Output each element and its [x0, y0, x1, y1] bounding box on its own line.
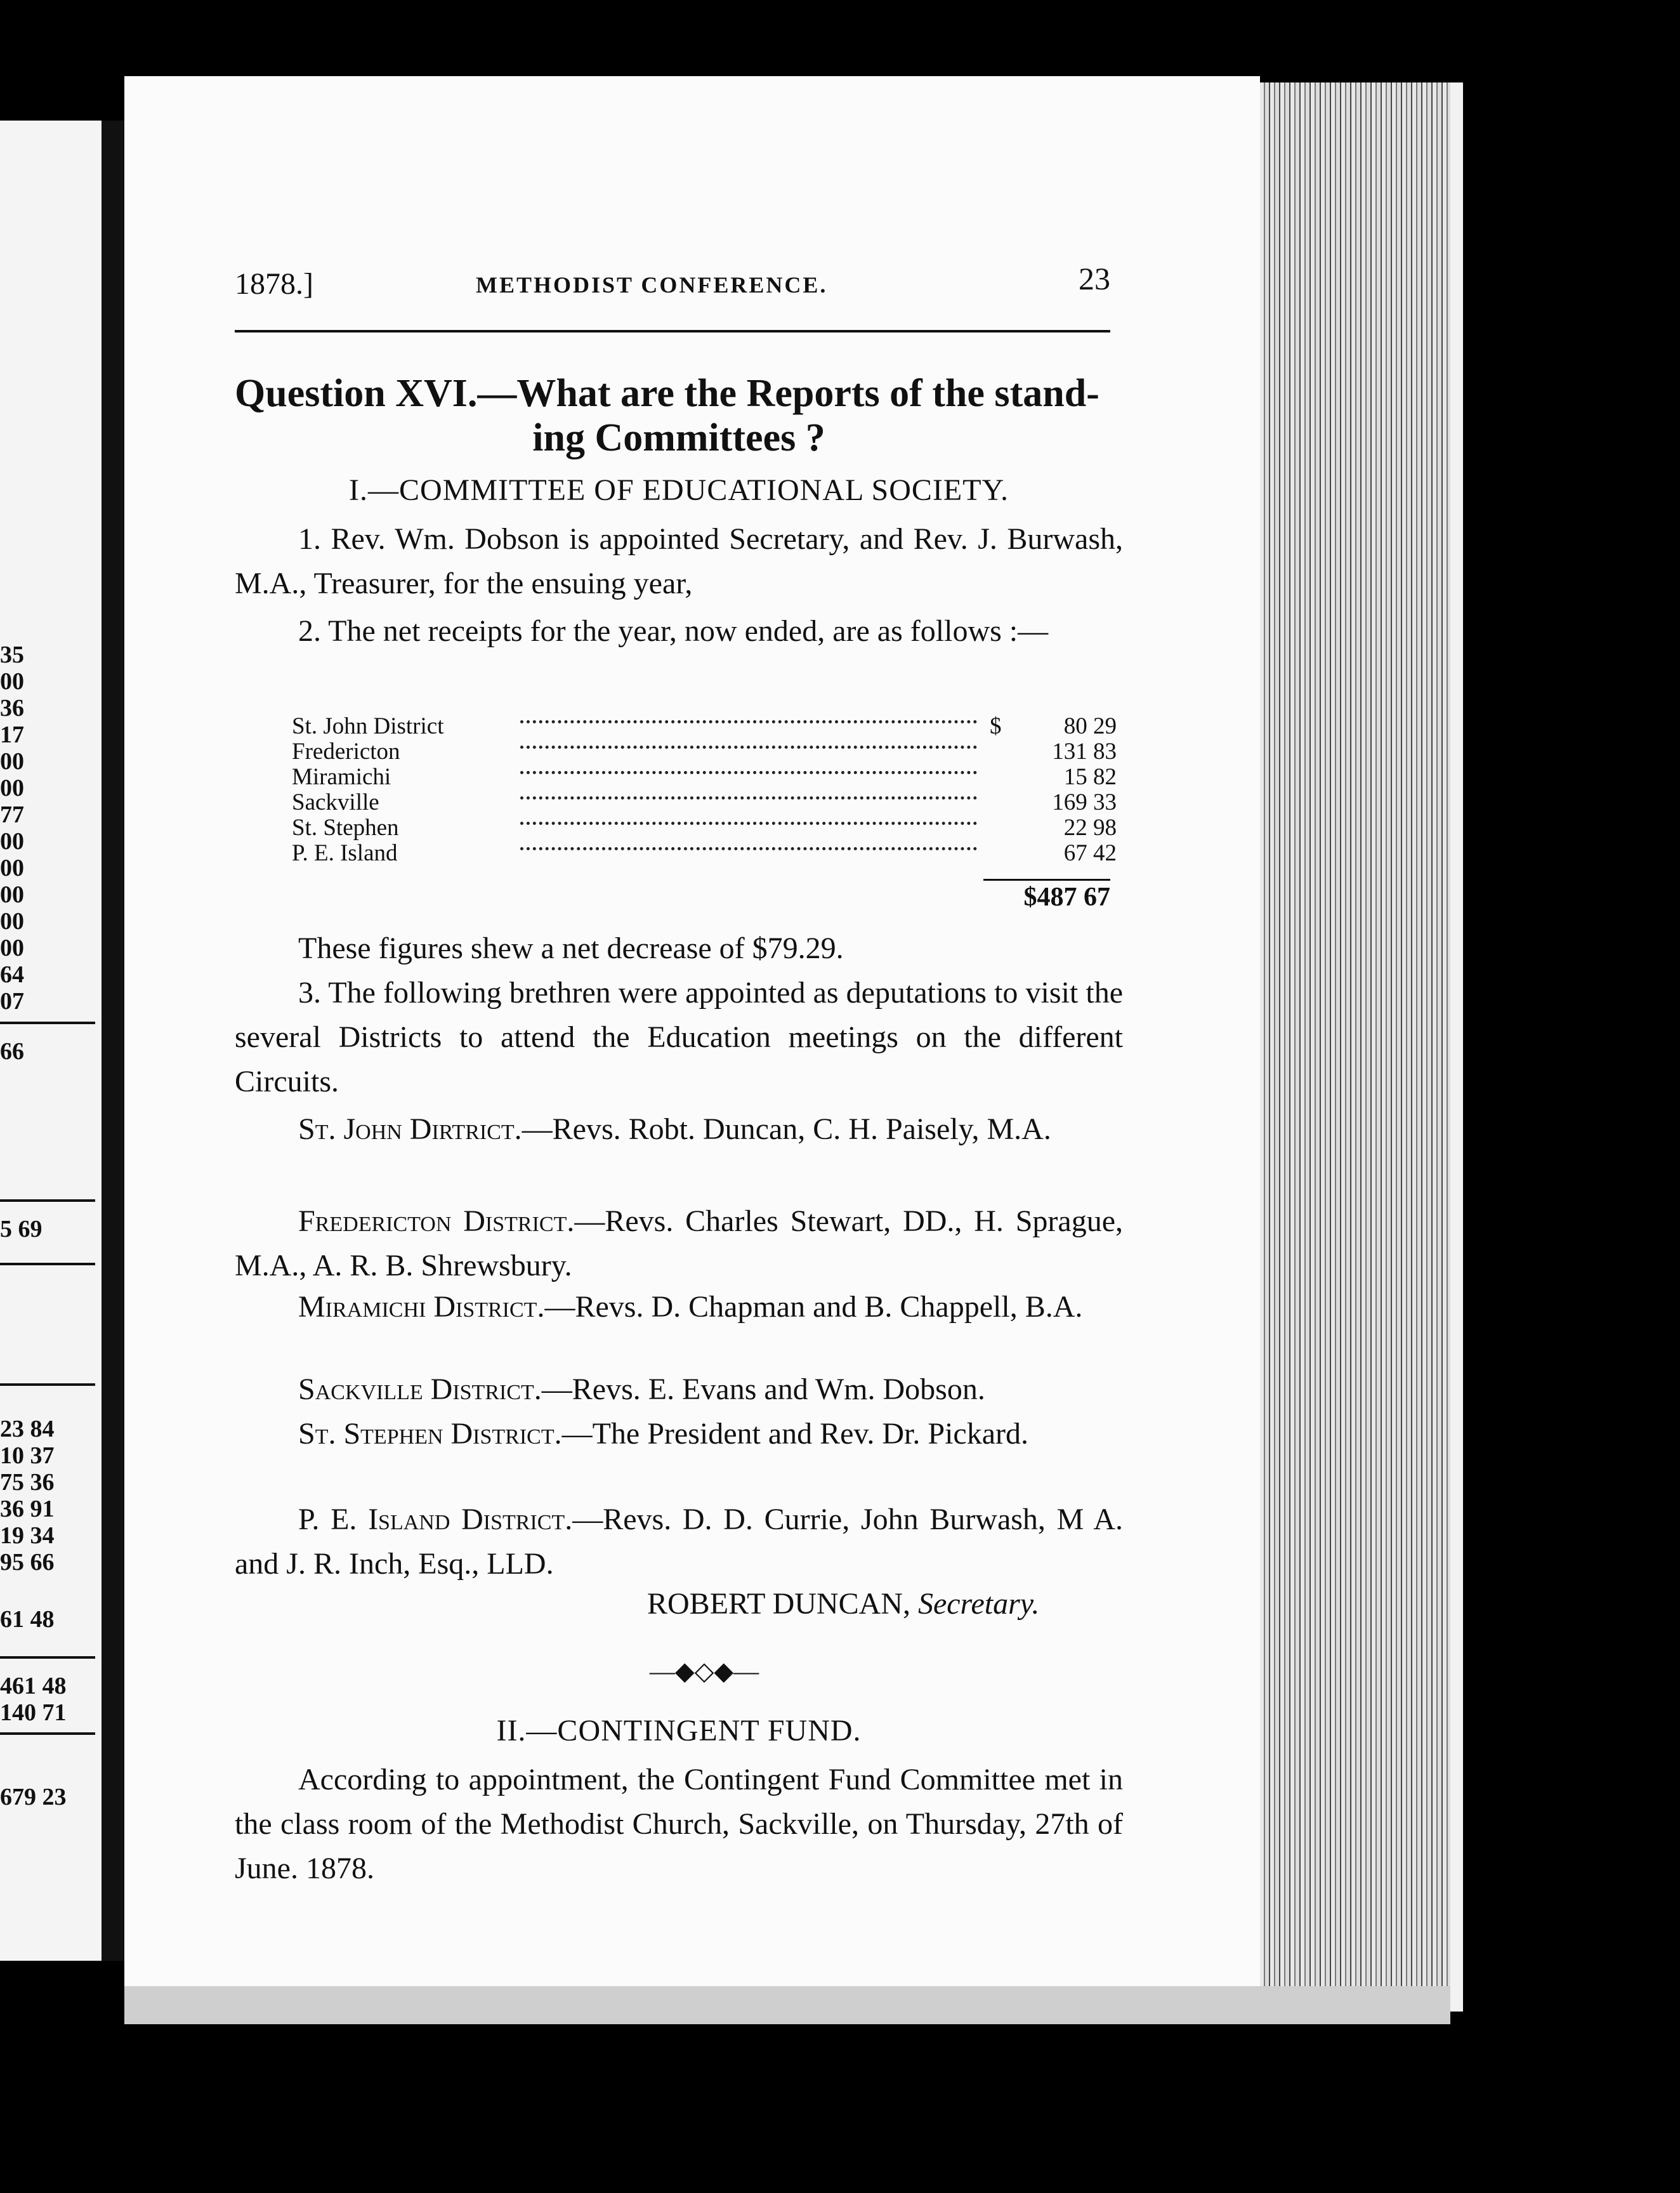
divider	[0, 1383, 95, 1386]
divider	[0, 1732, 95, 1735]
district-label: Miramichi District.	[298, 1290, 545, 1324]
currency-sign: $	[990, 713, 1002, 739]
district-name: Fredericton	[292, 739, 400, 765]
fragment: 679 23	[0, 1784, 67, 1810]
fragment: 10 37	[0, 1442, 55, 1469]
fragment: 00	[0, 881, 24, 908]
signature	[647, 1586, 1039, 1621]
fragment: 00	[0, 935, 24, 961]
deputation-text: —Revs. E. Evans and Wm. Dobson.	[541, 1373, 985, 1406]
fragment: 64	[0, 961, 24, 988]
divider	[0, 1022, 95, 1024]
section-1-heading: I.—COMMITTEE OF EDUCATIONAL SOCIETY.	[349, 473, 1009, 507]
header-rule	[235, 330, 1110, 333]
section-2-heading: II.—CONTINGENT FUND.	[496, 1714, 862, 1748]
amount: 22 98	[1063, 815, 1117, 841]
item-2: 2. The net receipts for the year, now ended, are as follows :—	[298, 614, 1049, 648]
receipts-row	[292, 841, 1117, 866]
amount: 15 82	[1063, 764, 1117, 790]
fragment: 61 48	[0, 1606, 55, 1633]
dot-leader	[520, 746, 977, 749]
divider	[0, 1656, 95, 1659]
signature-title: Secretary.	[917, 1587, 1040, 1621]
receipts-row	[292, 790, 1117, 815]
fragment: 00	[0, 748, 24, 775]
total-rule	[983, 879, 1110, 881]
item-3: 3. The following brethren were appointed as deputations to visit the several Districts to attend the Education meetings on the different Circuits.	[235, 976, 1123, 1098]
fragment: 140 71	[0, 1699, 67, 1726]
dot-leader	[520, 847, 977, 850]
fragment: 00	[0, 908, 24, 935]
district-label: Fredericton District.	[298, 1204, 575, 1238]
dot-leader	[520, 771, 977, 774]
district-label: Sackville District.	[298, 1373, 542, 1406]
amount: 80 29	[1063, 713, 1117, 739]
district-name: Sackville	[292, 789, 379, 815]
book-bottom-edge	[124, 1986, 1450, 2024]
deputation-pe-island	[235, 1498, 1123, 1586]
receipts-total: $487 67	[1023, 883, 1110, 912]
fragment: 66	[0, 1038, 24, 1065]
district-name: Miramichi	[292, 764, 391, 790]
fragment: 95 66	[0, 1549, 55, 1576]
deputation-sackville	[235, 1367, 1123, 1412]
receipts-row	[292, 765, 1117, 790]
deputation-text: —Revs. Robt. Duncan, C. H. Paisely, M.A.	[522, 1112, 1051, 1146]
deputation-text: —Revs. D. D. Currie, John Burwash, M A. and J. R. Inch, Esq., LLD.	[235, 1503, 1123, 1581]
page-edges	[1260, 82, 1463, 2012]
receipts-row	[292, 815, 1117, 841]
question-line-1: Question XVI.—What are the Reports of the stand-	[235, 372, 1099, 415]
facing-page	[0, 121, 102, 1961]
amount: 67 42	[1063, 840, 1117, 866]
amount: 169 33	[1052, 789, 1117, 815]
dot-leader	[520, 822, 977, 825]
fragment: 461 48	[0, 1673, 67, 1699]
fragment: 77	[0, 801, 24, 828]
running-head-year: 1878.]	[235, 267, 313, 301]
fragment: 07	[0, 988, 24, 1015]
fragment: 36 91	[0, 1496, 55, 1522]
deputation-text: —The President and Rev. Dr. Pickard.	[561, 1417, 1028, 1451]
deputation-text: —Revs. Charles Stewart, DD., H. Sprague, M.A., A. R. B. Shrewsbury.	[235, 1204, 1124, 1282]
running-head	[235, 254, 1110, 301]
signature-name: ROBERT DUNCAN,	[647, 1587, 910, 1621]
question-line-2: ing Committees ?	[532, 416, 825, 459]
fragment: 35	[0, 642, 24, 668]
receipts-row	[292, 739, 1117, 765]
page-number: 23	[1079, 261, 1110, 296]
deputation-st-stephen	[235, 1412, 1123, 1456]
district-label: St. Stephen District.	[298, 1417, 562, 1451]
fragment: 5 69	[0, 1216, 43, 1242]
district-label: P. E. Island District.	[298, 1503, 573, 1536]
amount: 131 83	[1052, 739, 1117, 765]
fragment: 00	[0, 855, 24, 881]
divider	[0, 1199, 95, 1202]
fragment: 75 36	[0, 1469, 55, 1496]
district-label: St. John Dirtrict.	[298, 1112, 522, 1146]
fragment: 19 34	[0, 1522, 55, 1549]
item-1: 1. Rev. Wm. Dobson is appointed Secretary, and Rev. J. Burwash, M.A., Treasurer, for the ensuing year,	[235, 522, 1123, 600]
running-head-title: METHODIST CONFERENCE.	[476, 272, 828, 298]
district-name: St. Stephen	[292, 815, 399, 841]
deputation-miramichi	[235, 1285, 1123, 1329]
deputation-text: —Revs. D. Chapman and B. Chappell, B.A.	[544, 1290, 1083, 1324]
district-name: P. E. Island	[292, 840, 398, 866]
fragment: 23 84	[0, 1416, 55, 1442]
fragment: 36	[0, 695, 24, 721]
dot-leader	[520, 720, 977, 723]
book-gutter	[102, 121, 124, 1961]
fragment: 00	[0, 775, 24, 801]
divider	[0, 1263, 95, 1265]
deputation-st-john	[235, 1107, 1123, 1152]
contingent-fund-paragraph: According to appointment, the Contingent Fund Committee met in the class room of the Methodist Church, Sackville, on Thursday, 27th of June. 1878.	[235, 1763, 1123, 1885]
fragment: 00	[0, 668, 24, 695]
receipts-row	[292, 714, 1117, 739]
fragment: 17	[0, 721, 24, 748]
district-name: St. John District	[292, 713, 444, 739]
decrease-note: These figures shew a net decrease of $79.29.	[298, 932, 844, 965]
fragment: 00	[0, 828, 24, 855]
ornament-divider: —◆◇◆—	[649, 1657, 759, 1685]
dot-leader	[520, 796, 977, 800]
receipts-table	[292, 714, 1117, 866]
question-heading	[235, 371, 1123, 460]
deputation-fredericton	[235, 1199, 1123, 1288]
